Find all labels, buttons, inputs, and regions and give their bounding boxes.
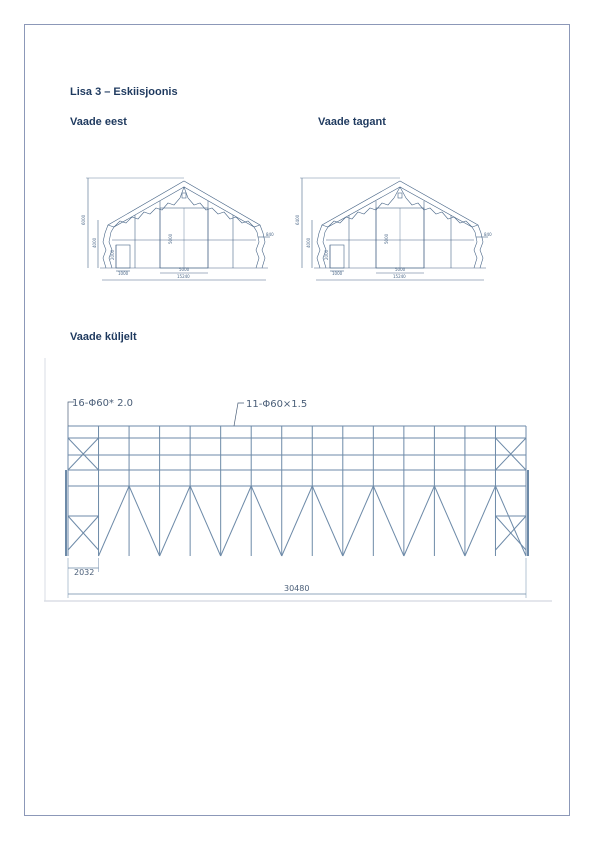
document-title: Lisa 3 – Eskiisjoonis [70, 86, 178, 98]
back-height-wall: 4000 [306, 237, 311, 248]
frame-brace [282, 486, 313, 556]
back-span-total: 15240 [393, 274, 406, 279]
back-bottom-small: 1000 [332, 271, 343, 276]
frame-brace [221, 486, 252, 556]
back-door-small: 2000 [324, 249, 329, 260]
front-height-total: 6000 [81, 214, 86, 225]
frame-brace [129, 486, 160, 556]
back-door-width: 5000 [395, 267, 406, 272]
front-door-height: 5000 [168, 233, 173, 244]
front-door-small: 2000 [110, 249, 115, 260]
side-total-length: 30480 [284, 584, 310, 593]
side-view-heading: Vaade küljelt [70, 331, 137, 343]
front-view-drawing [80, 170, 280, 285]
front-side-offset: 840 [266, 232, 274, 237]
side-bay-width: 2032 [74, 568, 95, 577]
frame-brace [251, 486, 282, 556]
front-height-wall: 4000 [92, 237, 97, 248]
back-view-drawing [294, 170, 504, 285]
front-door-width: 5000 [179, 267, 190, 272]
back-view-heading: Vaade tagant [318, 116, 386, 128]
front-bottom-small: 1000 [118, 271, 129, 276]
side-callout-left: 16-Φ60* 2.0 [72, 398, 134, 409]
frame-brace [312, 486, 343, 556]
frame-brace [434, 486, 465, 556]
frame-brace [404, 486, 435, 556]
back-height-total: 6400 [295, 214, 300, 225]
back-side-offset: 840 [484, 232, 492, 237]
frame-brace [160, 486, 191, 556]
frame-brace [190, 486, 221, 556]
frame-brace [465, 486, 496, 556]
frame-brace [373, 486, 404, 556]
front-span-total: 15240 [177, 274, 190, 279]
frame-brace [343, 486, 374, 556]
frame-brace [99, 486, 130, 556]
side-view-drawing [44, 358, 552, 603]
back-door-height: 5000 [384, 233, 389, 244]
side-callout-right: 11-Φ60×1.5 [246, 399, 308, 410]
front-view-heading: Vaade eest [70, 116, 127, 128]
